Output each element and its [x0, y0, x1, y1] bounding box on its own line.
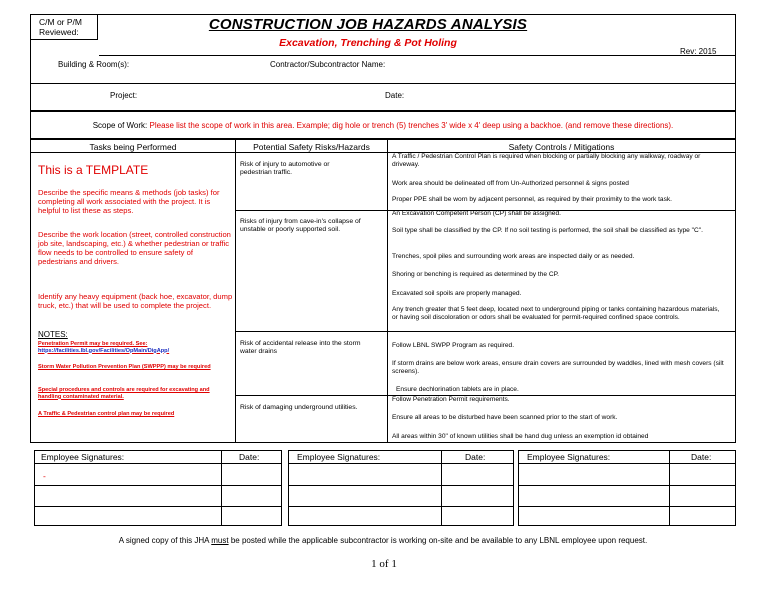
scope-label: Scope of Work:	[92, 121, 148, 130]
control-delineate: Work area should be delineated off from Un-Authorized personnel & signs posted	[392, 180, 629, 187]
signature-block-3	[518, 450, 736, 526]
col-controls: Safety Controls / Mitigations	[508, 142, 615, 152]
note-contaminated: Special procedures and controls are required for excavating and handling contaminated material.	[38, 387, 210, 400]
revision-label: Rev: 2015	[680, 47, 717, 56]
building-label: Building & Room(s):	[58, 60, 130, 69]
cm-reviewed-label: C/M or P/M Reviewed:	[39, 17, 82, 37]
control-storm-drains: If storm drains are below work areas, ensure drain covers are surrounded by waddles, lined with mesh covers (silt screens).	[392, 360, 724, 375]
project-label: Project:	[110, 91, 138, 100]
page-number: 1 of 1	[371, 558, 397, 570]
footer-post: be posted while the applicable subcontractor is working on-site and be available to any LBNL employee upon request.	[228, 536, 648, 545]
instruction-2: Describe the work location (street, controlled construction job site, landscaping, etc.) & whether pedestrian or traffic flow needs to be controlled to ensure safety of pedestrians and drivers.	[38, 230, 231, 266]
date-label-3: Date:	[691, 452, 712, 462]
signature-field-1b[interactable]	[35, 486, 221, 506]
control-scan: Ensure all areas to be disturbed have been scanned prior to the start of work.	[392, 414, 618, 421]
header-divider-1	[99, 55, 735, 56]
signature-label-1: Employee Signatures:	[41, 452, 125, 462]
date-field-3c[interactable]	[670, 507, 735, 525]
date-field-1b[interactable]	[222, 486, 281, 506]
col-risks: Potential Safety Risks/Hazards	[253, 142, 370, 152]
note-traffic-plan: A Traffic & Pedestrian control plan may be required	[38, 411, 175, 417]
control-soil-type: Soil type shall be classified by the CP. If no soil testing is performed, the soil shall be classified as type "C".	[392, 227, 703, 234]
signature-label-2: Employee Signatures:	[297, 452, 381, 462]
signature-field-3b[interactable]	[519, 486, 669, 506]
signature-field-1c[interactable]	[35, 507, 221, 525]
risk-storm-water: Risk of accidental release into the storm water drains	[240, 340, 361, 355]
control-competent-person: An Excavation Competent Person (CP) shall be assigned.	[392, 210, 561, 217]
signature-label-3: Employee Signatures:	[527, 452, 611, 462]
risk-traffic: Risk of injury to automotive or pedestrian traffic.	[240, 161, 330, 176]
dig-app-link[interactable]: https://facilities.lbl.gov/Facilities/OpMain/DigApp/	[38, 347, 170, 354]
signature-mark: -	[43, 471, 46, 481]
signature-block-2	[288, 450, 514, 526]
signature-field-2c[interactable]	[289, 507, 441, 525]
risk-utilities: Risk of damaging underground utilities.	[240, 404, 358, 411]
date-field-3a[interactable]	[670, 464, 735, 485]
signature-block-1	[34, 450, 282, 526]
col-divider-1	[235, 140, 236, 442]
control-confined-space: Any trench greater that 5 feet deep, located next to underground piping or tanks containing hazardous materials, or having soil discoloration or odors shall be evaluated for permit-required confined space controls.	[392, 306, 720, 321]
signature-field-1a[interactable]	[35, 464, 221, 485]
signature-field-2a[interactable]	[289, 464, 441, 485]
notes-label: NOTES:	[38, 330, 68, 339]
scope-text: Please list the scope of work in this area. Example; dig hole or trench (5) trenches 3' wide x 4' deep using a backhoe. (and remove these directions).	[149, 121, 674, 130]
footer-statement	[30, 536, 736, 545]
signature-field-2b[interactable]	[289, 486, 441, 506]
date-field-2a[interactable]	[442, 464, 513, 485]
control-dechlorination: Ensure dechlorination tablets are in place.	[396, 386, 519, 393]
date-field-1a[interactable]	[222, 464, 281, 485]
signature-field-3c[interactable]	[519, 507, 669, 525]
footer-must: must	[211, 536, 229, 545]
col-tasks: Tasks being Performed	[89, 142, 177, 152]
date-field-2c[interactable]	[442, 507, 513, 525]
date-label-2: Date:	[465, 452, 486, 462]
control-penetration-permit: Follow Penetration Permit requirements.	[392, 396, 510, 403]
control-swpp: Follow LBNL SWPP Program as required.	[392, 342, 515, 349]
control-inspection: Trenches, spoil piles and surrounding work areas are inspected daily or as needed.	[392, 253, 635, 260]
col-divider-2	[387, 140, 388, 442]
note-swppp: Storm Water Pollution Prevention Plan (SWPPP) may be required	[38, 364, 211, 370]
date-field-2b[interactable]	[442, 486, 513, 506]
contractor-label: Contractor/Subcontractor Name:	[270, 60, 386, 69]
date-label-1: Date:	[239, 452, 260, 462]
document-title: CONSTRUCTION JOB HAZARDS ANALYSIS	[208, 16, 528, 33]
control-ppe: Proper PPE shall be worn by adjacent personnel, as required by their proximity to the work task.	[392, 196, 673, 203]
document-subtitle: Excavation, Trenching & Pot Holing	[279, 37, 457, 49]
date-field-3b[interactable]	[670, 486, 735, 506]
cm-reviewed-box	[30, 14, 98, 40]
control-traffic-plan: A Traffic / Pedestrian Control Plan is required when blocking or partially blocking any walkway, roadway or driveway.	[392, 153, 701, 168]
risk-cave-in: Risks of injury from cave-in's collapse of unstable or poorly supported soil.	[240, 218, 361, 233]
instruction-1: Describe the specific means & methods (job tasks) for completing all work associated with the project. It is helpful to list these as steps.	[38, 188, 220, 215]
header-divider-2	[31, 83, 735, 84]
footer-pre: A signed copy of this JHA	[118, 536, 212, 545]
instruction-3: Identify any heavy equipment (back hoe, excavator, dump truck, etc.) that will be used to complete the project.	[38, 292, 233, 310]
signature-section	[30, 450, 736, 526]
control-spoils: Excavated soil spoils are properly managed.	[392, 290, 522, 297]
control-shoring: Shoring or benching is required as determined by the CP.	[392, 271, 560, 278]
row-line-2	[235, 331, 735, 332]
template-heading: This is a TEMPLATE	[38, 163, 149, 177]
scope-row	[30, 111, 736, 139]
date-field-1c[interactable]	[222, 507, 281, 525]
note-penetration-text: Penetration Permit may be required. See:	[38, 341, 148, 347]
note-penetration	[38, 341, 234, 354]
signature-field-3a[interactable]	[519, 464, 669, 485]
control-hand-dig: All areas within 30" of known utilities shall be hand dug unless an exemption id obtained	[392, 433, 649, 440]
date-label-header: Date:	[385, 91, 405, 100]
